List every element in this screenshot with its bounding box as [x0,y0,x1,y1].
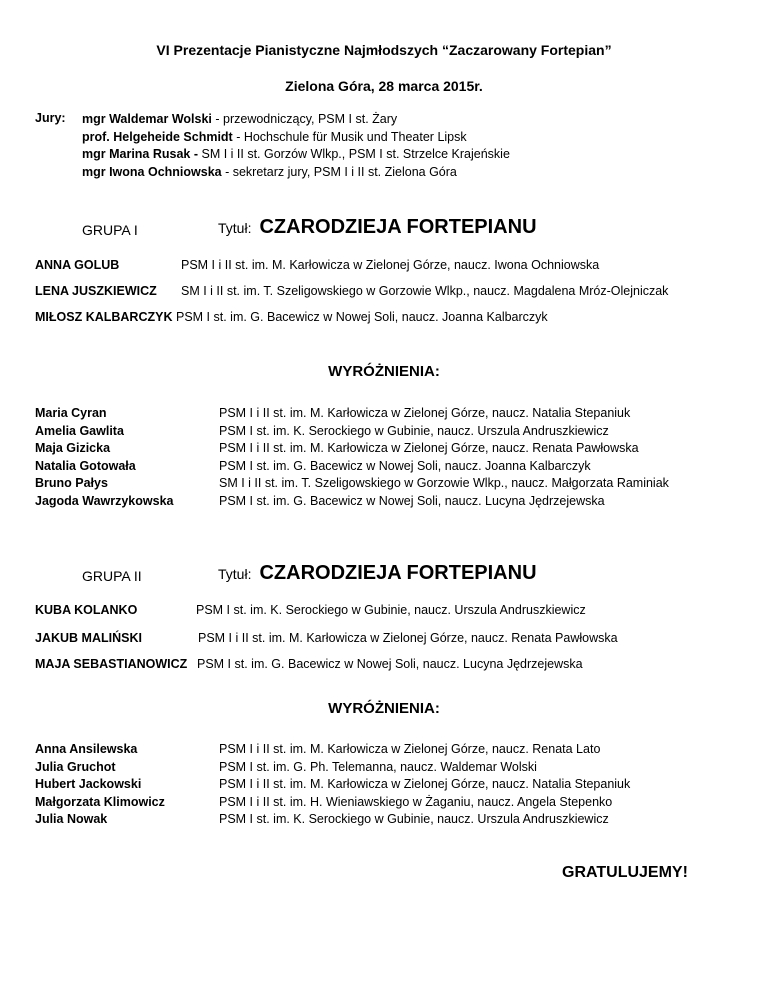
group2-winner-name: KUBA KOLANKO [35,603,138,617]
group2-honors-heading: WYRÓŻNIENIA: [328,700,440,717]
honor-school: PSM I st. im. G. Bacewicz w Nowej Soli, naucz. Lucyna Jędrzejewska [219,493,605,508]
group1-winner-name: LENA JUSZKIEWICZ [35,284,157,298]
document-subtitle: Zielona Góra, 28 marca 2015r. [285,78,483,94]
group2-honors-names [35,741,165,829]
closing-text: GRATULUJEMY! [562,864,688,881]
honor-name: Bruno Pałys [35,476,108,490]
honor-school: PSM I st. im. K. Serockiego w Gubinie, naucz. Urszula Andruszkiewicz [219,423,609,438]
group1-winner-school: PSM I i II st. im. M. Karłowicza w Zielonej Górze, naucz. Iwona Ochniowska [181,258,600,272]
honor-name: Małgorzata Klimowicz [35,794,165,809]
group1-winner-name: ANNA GOLUB [35,258,120,272]
group1-honors-heading: WYRÓŻNIENIA: [328,363,440,380]
honor-school: PSM I i II st. im. H. Wieniawskiego w Żaganiu, naucz. Angela Stepenko [219,794,613,809]
group1-winner-school: PSM I st. im. G. Bacewicz w Nowej Soli, naucz. Joanna Kalbarczyk [176,310,548,324]
honor-school: PSM I i II st. im. M. Karłowicza w Zielonej Górze, naucz. Renata Lato [219,742,601,756]
honor-name: Julia Nowak [35,812,108,826]
honor-name: Julia Gruchot [35,759,116,774]
jury-label: Jury: [35,111,66,125]
jury-member: mgr Iwona Ochniowska - sekretarz jury, PSM I i II st. Zielona Góra [82,164,457,179]
honor-name: Maja Gizicka [35,441,111,455]
group2-winner-school: PSM I i II st. im. M. Karłowicza w Zielonej Górze, naucz. Renata Pawłowska [198,631,618,645]
group2-winner-name: JAKUB MALIŃSKI [35,631,142,645]
honor-name: Natalia Gotowała [35,458,136,473]
jury-list [82,111,510,181]
honor-school: SM I i II st. im. T. Szeligowskiego w Gorzowie Wlkp., naucz. Małgorzata Raminiak [219,476,669,490]
document-title: VI Prezentacje Pianistyczne Najmłodszych “Zaczarowany Fortepian” [156,42,612,58]
group1-label: GRUPA I [82,222,138,238]
honor-school: PSM I i II st. im. M. Karłowicza w Zielonej Górze, naucz. Natalia Stepaniuk [219,406,631,420]
group1-winner-name: MIŁOSZ KALBARCZYK [35,310,173,324]
group2-winner-name: MAJA SEBASTIANOWICZ [35,657,188,671]
group1-title: Tytuł: CZARODZIEJA FORTEPIANU [218,216,537,238]
honor-name: Anna Ansilewska [35,742,138,756]
honor-name: Jagoda Wawrzykowska [35,493,174,508]
honor-name: Amelia Gawlita [35,423,124,438]
group1-honors-names [35,405,173,510]
honor-school: PSM I st. im. G. Ph. Telemanna, naucz. Waldemar Wolski [219,759,537,774]
jury-member: mgr Marina Rusak - SM I i II st. Gorzów Wlkp., PSM I st. Strzelce Krajeńskie [82,147,510,161]
group2-honors-schools [219,741,630,829]
jury-member: prof. Helgeheide Schmidt - Hochschule für Musik und Theater Lipsk [82,129,467,144]
honor-school: PSM I i II st. im. M. Karłowicza w Zielonej Górze, naucz. Renata Pawłowska [219,441,639,455]
group2-winner-school: PSM I st. im. G. Bacewicz w Nowej Soli, naucz. Lucyna Jędrzejewska [197,657,583,671]
honor-name: Maria Cyran [35,406,107,420]
honor-school: PSM I st. im. G. Bacewicz w Nowej Soli, naucz. Joanna Kalbarczyk [219,458,591,473]
group2-title: Tytuł: CZARODZIEJA FORTEPIANU [218,562,537,584]
honor-name: Hubert Jackowski [35,777,142,791]
jury-member: mgr Waldemar Wolski - przewodniczący, PSM I st. Żary [82,112,398,126]
honor-school: PSM I st. im. K. Serockiego w Gubinie, naucz. Urszula Andruszkiewicz [219,812,609,826]
group2-winner-school: PSM I st. im. K. Serockiego w Gubinie, naucz. Urszula Andruszkiewicz [196,603,586,617]
group1-honors-schools [219,405,669,510]
group1-winner-school: SM I i II st. im. T. Szeligowskiego w Gorzowie Wlkp., naucz. Magdalena Mróz-Olejniczak [181,284,669,298]
honor-school: PSM I i II st. im. M. Karłowicza w Zielonej Górze, naucz. Natalia Stepaniuk [219,777,631,791]
group2-label: GRUPA II [82,568,142,584]
